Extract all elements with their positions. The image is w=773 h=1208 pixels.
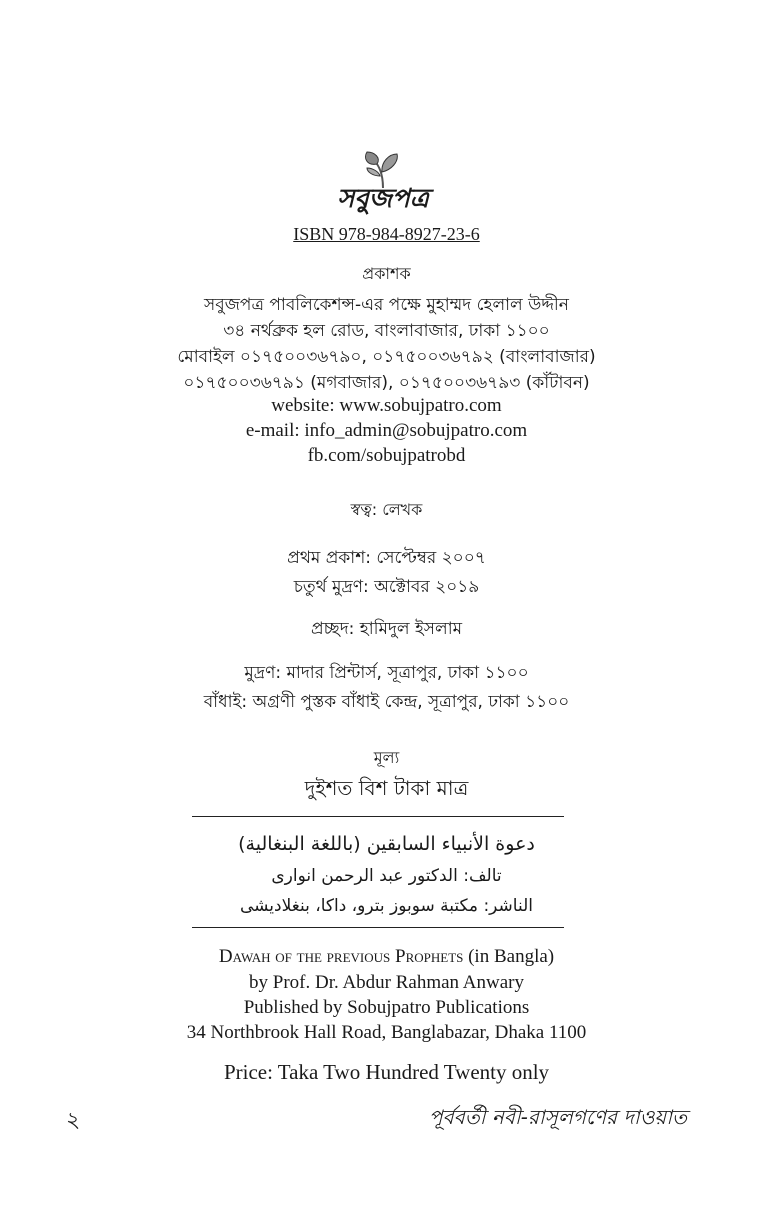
publisher-line: সবুজপত্র পাবলিকেশন্স-এর পক্ষে মুহাম্মদ হেলাল উদ্দীন (204, 295, 569, 315)
isbn: ISBN 978-984-8927-23-6 (293, 224, 480, 244)
arabic-title: دعوة الأنبياء السابقين (باللغة البنغالية) (238, 833, 535, 855)
copyright: স্বত্ব: লেখক (350, 500, 423, 519)
running-title: পূর্ববর্তী নবী-রাসূলগণের দাওয়াত (428, 1105, 687, 1129)
facebook: fb.com/sobujpatrobd (307, 445, 466, 466)
price-label: মূল্য (373, 748, 400, 767)
english-title-main: Dawah of the previous Prophets (218, 946, 464, 967)
publisher-address: ৩৪ নর্থব্রুক হল রোড, বাংলাবাজার, ঢাকা ১১০০ (223, 321, 550, 341)
arabic-author: تالف: الدكتور عبد الرحمن انوارى (271, 866, 502, 886)
english-address: 34 Northbrook Hall Road, Banglabazar, Dhaka 1100 (186, 1022, 587, 1043)
english-publisher: Published by Sobujpatro Publications (243, 997, 530, 1018)
cover-designer: প্রচ্ছদ: হামিদুল ইসলাম (310, 619, 463, 639)
publisher-mobile: মোবাইল ০১৭৫০০৩৬৭৯০, ০১৭৫০০৩৬৭৯২ (বাংলাবাজার) (177, 347, 596, 367)
divider-top (192, 816, 564, 817)
english-price: Price: Taka Two Hundred Twenty only (223, 1060, 550, 1084)
publisher-heading: প্রকাশক (362, 264, 411, 283)
price-bangla: দুইশত বিশ টাকা মাত্র (304, 776, 469, 800)
page-number: ২ (66, 1108, 81, 1133)
arabic-publisher: الناشر: مكتبة سوبوز بترو، داكا، بنغلاديشى (239, 896, 534, 916)
printer: মুদ্রণ: মাদার প্রিন্টার্স, সূত্রাপুর, ঢাকা ১১০০ (244, 663, 529, 683)
binder: বাঁধাই: অগ্রণী পুস্তক বাঁধাই কেন্দ্র, সূত্রাপুর, ঢাকা ১১০০ (203, 692, 570, 712)
english-author: by Prof. Dr. Abdur Rahman Anwary (249, 972, 524, 993)
website: website: www.sobujpatro.com (271, 395, 502, 416)
email: e-mail: info_admin@sobujpatro.com (245, 420, 528, 441)
fourth-printing: চতুর্থ মুদ্রণ: অক্টোবর ২০১৯ (293, 577, 480, 597)
publisher-mobile-2: ০১৭৫০০৩৬৭৯১ (মগবাজার), ০১৭৫০০৩৬৭৯৩ (কাঁটাবন) (183, 373, 590, 393)
first-edition: প্রথম প্রকাশ: সেপ্টেম্বর ২০০৭ (287, 548, 486, 568)
logo-text: সবুজপত্র (337, 184, 429, 214)
english-title (0, 946, 773, 968)
english-title-language: (in Bangla) (463, 946, 555, 967)
divider-bottom (192, 927, 564, 928)
publisher-logo (333, 150, 433, 218)
